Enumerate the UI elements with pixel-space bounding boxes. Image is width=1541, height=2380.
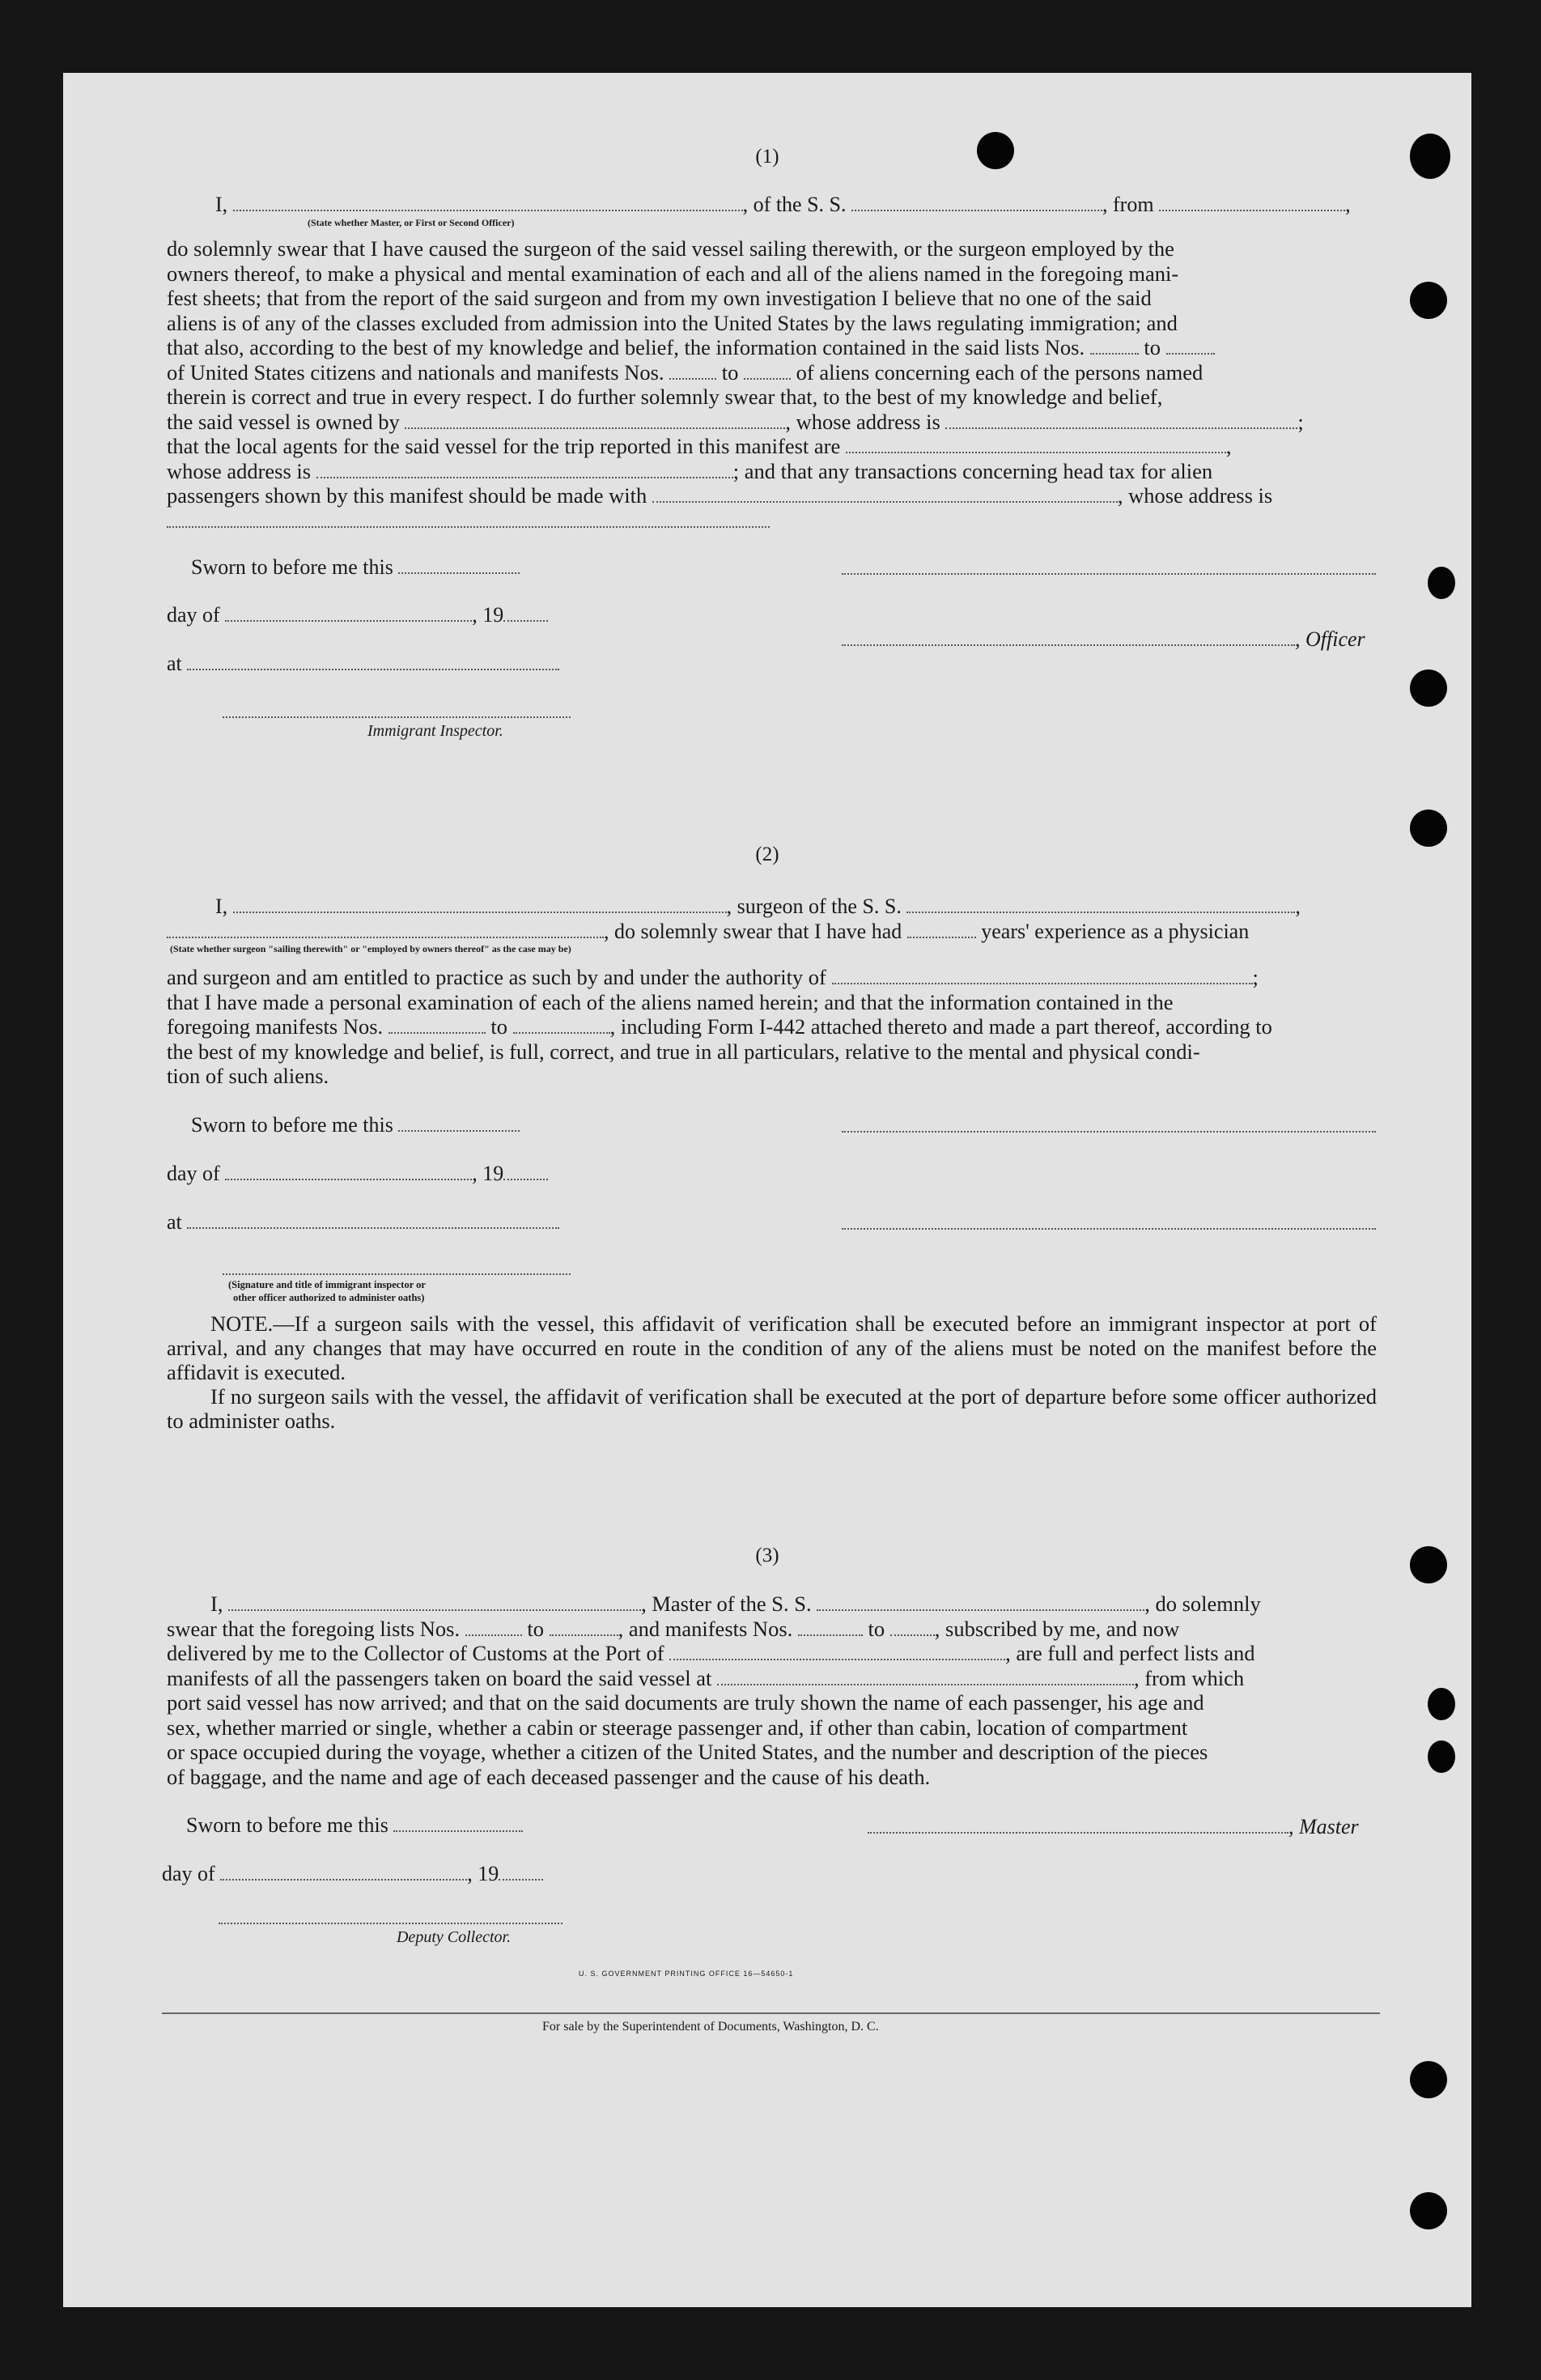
section-2-number: (2) (755, 844, 779, 865)
signature-caption-2: other officer authorized to administer oaths) (233, 1292, 425, 1303)
section-2-at: at (167, 1210, 559, 1235)
section-1-officer: , Officer (842, 627, 1365, 652)
section-2-body: and surgeon and am entitled to practice as such by and under the authority of ; that I have made a personal examination of each of the aliens named herein; and that the information contained in the foregoing manifests Nos. to , including Form I-442 attached thereto and made a part thereof, according to the best of my knowledge and belief, is full, correct, and true in all particulars, relative to the mental and physical condi- tion of such aliens. (167, 965, 1272, 1088)
section-1-day-of: day of , 19 (167, 603, 548, 627)
section-2-day-of: day of , 19 (167, 1162, 548, 1186)
section-1-sworn: Sworn to before me this (191, 555, 520, 580)
immigrant-inspector-label: Immigrant Inspector. (367, 722, 503, 740)
punch-hole (1410, 669, 1447, 707)
section-1-line-1: I, , of the S. S. , from , (215, 193, 1351, 216)
section-3-body: I, , Master of the S. S. , do solemnly swear that the foregoing lists Nos. to , and manifests Nos. to , subscribed by me, and now delivered by me to the Collector of Customs at the Port of , are full and perfect lists and manifests of all the passengers taken on board the said vessel at , from which port said vessel has now arrived; and that on the said documents are truly shown the name of each passenger, his age and sex, whether married or single, whether a cabin or steerage passenger and, if other than cabin, location of compartment or space occupied during the voyage, whether a citizen of the United States, and the number and description of the pieces of baggage, and the name and age of each deceased passenger and the cause of his death. (167, 1592, 1261, 1789)
signature-caption-1: (Signature and title of immigrant inspector or (228, 1279, 426, 1290)
punch-hole (1410, 2061, 1447, 2098)
section-2-caption: (State whether surgeon "sailing therewith" or "employed by owners thereof" as the case may be) (170, 943, 571, 954)
section-3-number: (3) (755, 1545, 779, 1566)
section-1-caption: (State whether Master, or First or Second Officer) (308, 217, 515, 228)
note-block: NOTE.—If a surgeon sails with the vessel, this affidavit of verification shall be executed before an immigrant inspector at port of arrival, and any changes that may have occurred en route in the condition of any of the aliens must be noted on the manifest before the affidavit is executed. If no surgeon sails with the vessel, the affidavit of verification shall be executed at the port of departure before some officer authorized to administer oaths. (167, 1311, 1377, 1433)
section-2-line-2: , do solemnly swear that I have had years' experience as a physician (167, 920, 1249, 944)
punch-hole (1410, 2192, 1447, 2229)
footer-text: For sale by the Superintendent of Documents, Washington, D. C. (542, 2020, 879, 2034)
punch-hole (1428, 1740, 1455, 1773)
printer-imprint: U. S. GOVERNMENT PRINTING OFFICE 16—54650-1 (579, 1970, 794, 1978)
section-2-sworn: Sworn to before me this (191, 1113, 520, 1137)
section-3-day-of: day of , 19 (162, 1862, 543, 1886)
section-3-master: , Master (868, 1815, 1359, 1839)
section-1-at: at (167, 652, 559, 676)
section-3-sworn: Sworn to before me this (186, 1813, 523, 1838)
section-2-line-1: I, , surgeon of the S. S. , (215, 895, 1301, 918)
punch-hole (1410, 810, 1447, 847)
punch-hole (1428, 1688, 1455, 1720)
punch-hole (1428, 567, 1455, 599)
section-1-number: (1) (755, 146, 779, 168)
section-1-body: do solemnly swear that I have caused the surgeon of the said vessel sailing therewith, or the surgeon employed by the owners thereof, to make a physical and mental examination of each and all of the aliens named in the foregoing mani- fest sheets; that from the report of the said surgeon and from my own investigation I believe that no one of the said aliens is of any of the classes excluded from admission into the United States by the laws regulating immigration; and that also, according to the best of my knowledge and belief, the information contained in the said lists Nos. to of United States citizens and nationals and manifests Nos. to of aliens concerning each of the persons named therein is correct and true in every respect. I do further solemnly swear that, to the best of my knowledge and belief, the said vessel is owned by , whose address is ; that the local agents for the said vessel for the trip reported in this manifest are , whose address is ; and that any transactions concerning head tax for alien passengers shown by this manifest should be made with , whose address is (167, 236, 1304, 508)
deputy-collector-label: Deputy Collector. (397, 1928, 512, 1946)
punch-hole (1410, 282, 1447, 319)
